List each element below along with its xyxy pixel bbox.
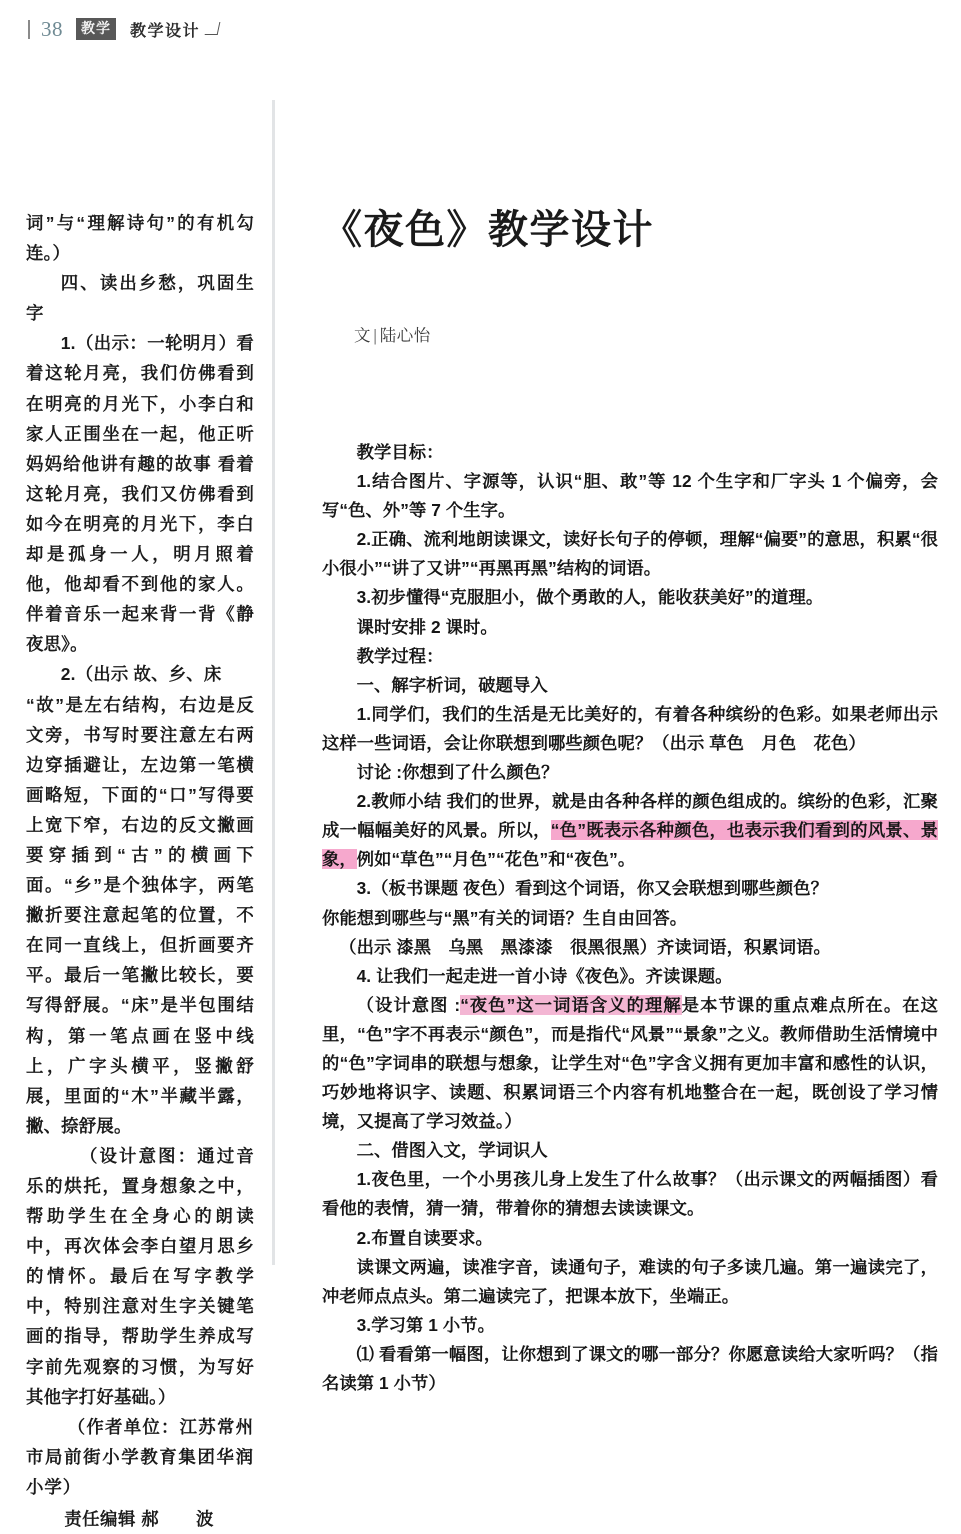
byline xyxy=(322,255,938,346)
body-paragraph: 讨论 :你想到了什么颜色？ xyxy=(356,762,559,783)
corner-bracket-icon xyxy=(206,22,221,37)
editor-name: 郝 波 xyxy=(141,1509,224,1530)
left-paragraph: 2.（出示 故、乡、床 xyxy=(60,664,222,685)
body-paragraph: 3.（板书课题 夜色）看到这个词语，你又会联想到哪些颜色？ xyxy=(356,878,829,899)
left-paragraph: 1.（出示：一轮明月）看着这轮月亮，我们仿佛看到在明亮的月光下，小李白和家人正围坐在一起，他正听妈妈给他讲有趣的故事 看着这轮月亮，我们又仿佛看到如今在明亮的月光下，李白却是孤身一人，明月照着他，他却看不到他的家人。伴着音乐一起来背一背《静夜思》。 xyxy=(26,333,254,655)
left-paragraph: 四、读出乡愁，巩固生字 xyxy=(26,273,254,324)
body-paragraph: （设计意图 :“夜色”这一词语含义的理解是本节课的重点难点所在。在这里，“色”字不再表示“颜色”，而是指代“风景”“景象”之义。教师借助生活情境中的“色”字词串的联想与想象，让学生对“色”字含义拥有更加丰富和感性的认识，巧妙地将识字、读题、积累词语三个内容有机地整合在一起，既创设了学习情境，又提高了学习效益。） xyxy=(322,994,938,1132)
page-title: 《夜色》教学设计 xyxy=(322,208,654,252)
running-head-rule xyxy=(28,20,30,39)
left-paragraph: “故”是左右结构，右边是反文旁，书写时要注意左右两边穿插避让，左边第一笔横画略短，下面的“口”写得要上宽下窄，右边的反文撇画要穿插到“古”的横画下面。“乡”是个独体字，两笔撇折要注意起笔的位置，不在同一直线上，但折画要齐平。最后一笔撇比较长，要写得舒展。“床”是半包围结构，第一笔点画在竖中线上，广字头横平，竖撇舒展，里面的“木”半藏半露，撇、捺舒展。 xyxy=(26,694,254,1136)
highlighted-text: “色”既表示各种颜色，也表示我们看到的风景、景象， xyxy=(322,820,938,870)
body-paragraph: 1.夜色里，一个小男孩儿身上发生了什么故事？（出示课文的两幅插图）看看他的表情，猜一猜，带着你的猜想去读读课文。 xyxy=(322,1169,938,1219)
body-paragraph: 2.正确、流利地朗读课文，读好长句子的停顿，理解“偏要”的意思，积累“很小很小”“讲了又讲”“再黑再黑”结构的词语。 xyxy=(322,529,938,579)
section-label: 教学设计 xyxy=(130,22,201,40)
running-head xyxy=(28,16,221,42)
article-body xyxy=(322,346,938,1398)
page-number: 38 xyxy=(41,16,63,41)
left-paragraph: （设计意图：通过音乐的烘托，置身想象之中，帮助学生在全身心的朗读中，再次体会李白望月思乡的情怀。最后在写字教学中，特别注意对生字关键笔画的指导，帮助学生养成写字前先观察的习惯，为写好其他字打好基础。） xyxy=(26,1145,254,1407)
body-paragraph: 读课文两遍，读准字音，读通句子，难读的句子多读几遍。第一遍读完了，冲老师点点头。第二遍读完了，把课本放下，坐端正。 xyxy=(322,1256,938,1306)
byline-author: 陆心怡 xyxy=(379,327,431,345)
body-paragraph: 你能想到哪些与“黑”有关的词语？生自由回答。 xyxy=(322,907,688,928)
body-paragraph: 教学过程： xyxy=(356,645,444,666)
main-column xyxy=(322,0,938,1398)
left-column-body xyxy=(26,208,254,1412)
body-paragraph: 二、借图入文，学词识人 xyxy=(356,1140,548,1161)
body-paragraph: 2.布置自读要求。 xyxy=(356,1227,493,1248)
body-paragraph: 3.学习第 1 小节。 xyxy=(356,1314,496,1335)
byline-prefix: 文 xyxy=(354,327,371,345)
body-paragraph: （出示 漆黑 乌黑 黑漆漆 很黑很黑）齐读词语，积累词语。 xyxy=(339,936,831,957)
highlighted-text: “夜色”这一词语含义的理解 xyxy=(460,994,682,1015)
body-paragraph: 课时安排 2 课时。 xyxy=(356,616,498,637)
left-column xyxy=(26,208,254,1534)
body-paragraph: 3.初步懂得“克服胆小，做个勇敢的人，能收获美好”的道理。 xyxy=(356,587,824,608)
column-divider xyxy=(272,100,275,1265)
body-paragraph: 一、解字析词，破题导入 xyxy=(356,674,548,695)
body-paragraph: 4. 让我们一起走进一首小诗《夜色》。齐读课题。 xyxy=(356,965,733,986)
body-paragraph: 1.同学们，我们的生活是无比美好的，有着各种缤纷的色彩。如果老师出示这样一些词语，会让你联想到哪些颜色呢？（出示 草色 月色 花色） xyxy=(322,703,938,753)
editor-label: 责任编辑 xyxy=(64,1509,136,1530)
body-paragraph: 1.结合图片、字源等，认识“胆、敢”等 12 个生字和厂字头 1 个偏旁，会写“色、外”等 7 个生字。 xyxy=(322,471,938,521)
body-paragraph: ⑴ 看看第一幅图，让你想到了课文的哪一部分？你愿意读给大家听吗？（指名读第 1 小节） xyxy=(322,1343,938,1393)
magazine-badge: 教学 xyxy=(76,18,116,39)
responsible-editor xyxy=(26,1504,254,1534)
body-paragraph: 2.教师小结 我们的世界，就是由各种各样的颜色组成的。缤纷的色彩，汇聚成一幅幅美好的风景。所以，“色”既表示各种颜色，也表示我们看到的风景、景象，例如“草色”“月色”“花色”和“夜色”。 xyxy=(322,791,938,870)
author-affiliation: （作者单位：江苏常州市局前街小学教育集团华润小学） xyxy=(26,1416,254,1497)
body-paragraph: 教学目标： xyxy=(356,442,444,462)
byline-separator: | xyxy=(373,327,378,345)
left-paragraph: 词”与“理解诗句”的有机勾连。） xyxy=(26,213,254,264)
